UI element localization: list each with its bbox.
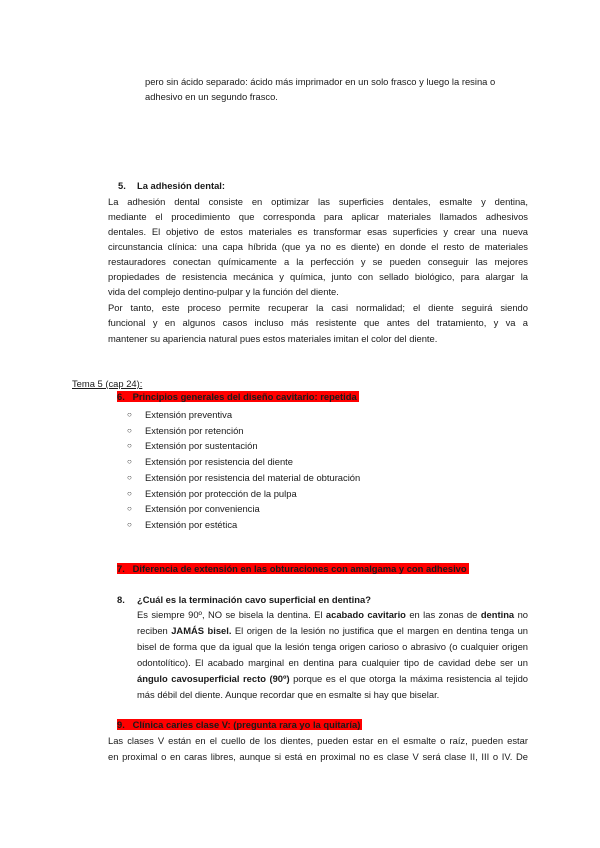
text-run: en las zonas de [405, 609, 481, 620]
section-5-number: 5. [118, 180, 126, 191]
section-6-title: Principios generales del diseño cavitario: repetida [132, 391, 357, 402]
list-item: Extensión por resistencia del material de obturación [145, 472, 361, 483]
section-8-line-2 [137, 625, 528, 636]
section-5-title: La adhesión dental: [137, 180, 226, 191]
section-8-line-5 [137, 673, 528, 684]
intro-line-1: pero sin ácido separado: ácido más imprimador en un solo frasco y luego la resina o [145, 76, 496, 87]
section-9-title: Clínica caries clase V: (pregunta rara yo la quitaría) [132, 719, 361, 730]
section-7-heading [117, 563, 469, 574]
list-bullet: ○ [127, 426, 132, 435]
section-5-p1-line-6: propiedades de resistencia mecánica y química, junto con sellado biológico, para alargar la [108, 271, 528, 282]
text-run: no [514, 609, 528, 620]
list-bullet: ○ [127, 457, 132, 466]
section-5-p2-line-3: mantener su apariencia natural pues estos materiales imitan el color del diente. [108, 333, 438, 344]
section-5-p1-line-3: dentales. El objetivo de estos materiales es transformar esas superficies y crear una nueva [108, 226, 528, 237]
section-5-p2-line-1: Por tanto, este proceso permite recuperar la casi normalidad; el diente seguirá siendo [108, 302, 528, 313]
section-9-line-1: Las clases V están en el cuello de los dientes, pueden estar en el esmalte o raíz, pueden estar [108, 735, 528, 746]
text-run: porque es el que otorga la máxima resistencia al tejido [289, 673, 528, 684]
section-5-p2-line-2: funcional y en algunos casos incluso más resistente que antes del tratamiento, y va a [108, 317, 528, 328]
section-5-p1-line-1: La adhesión dental consiste en optimizar las superficies dentales, esmalte y dentina, [108, 196, 528, 207]
text-run: El origen de la lesión no justifica que el margen en dentina tenga un [231, 625, 529, 636]
text-run: Es siempre 90º, NO se bisela la dentina. El [137, 609, 326, 620]
list-bullet: ○ [127, 473, 132, 482]
section-8-number: 8. [117, 594, 125, 605]
section-9-heading [117, 719, 362, 730]
section-6-number: 6. [117, 391, 125, 402]
section-8-line-6: más débil del diente. Aunque recordar que en esmalte si hay que biselar. [137, 689, 440, 700]
bold-run: ángulo cavosuperficial recto (90º) [137, 673, 290, 684]
intro-line-2: adhesivo en un segundo frasco. [145, 91, 278, 102]
section-8-line-1 [137, 609, 528, 620]
list-bullet: ○ [127, 410, 132, 419]
list-bullet: ○ [127, 489, 132, 498]
list-bullet: ○ [127, 504, 132, 513]
list-bullet: ○ [127, 520, 132, 529]
section-5-p1-line-2: mediante el procedimiento que corresponda para aplicar materiales llamados adhesivos [108, 211, 528, 222]
bold-run: dentina [480, 609, 515, 620]
section-8-title: ¿Cuál es la terminación cavo superficial en dentina? [137, 594, 371, 605]
section-5-p1-line-7: vida del complejo dentino-pulpar y la función del diente. [108, 286, 339, 297]
section-8-line-4: odontolítico). El acabado marginal en dentina para cualquier tipo de cavidad debe ser un [137, 657, 528, 668]
list-item: Extensión por estética [145, 519, 238, 530]
section-8-line-3: bisel de forma que da igual que la lesión tenga origen carioso o abrasivo (o cualquier origen [137, 641, 528, 652]
list-item: Extensión por protección de la pulpa [145, 488, 297, 499]
section-5-p1-line-4: circunstancia clínica: una capa híbrida (que ya no es diente) en donde el resto de materiales [108, 241, 528, 252]
list-item: Extensión preventiva [145, 409, 233, 420]
section-9-number: 9. [117, 719, 125, 730]
section-6-heading [117, 391, 359, 402]
bold-run: acabado cavitario [325, 609, 406, 620]
list-item: Extensión por resistencia del diente [145, 456, 294, 467]
list-bullet: ○ [127, 441, 132, 450]
section-7-title: Diferencia de extensión en las obturaciones con amalgama y con adhesivo [132, 563, 467, 574]
list-item: Extensión por conveniencia [145, 503, 260, 514]
list-item: Extensión por sustentación [145, 440, 258, 451]
tema-heading: Tema 5 (cap 24): [72, 378, 143, 389]
section-7-number: 7. [117, 563, 125, 574]
section-9-line-2: en proximal o en caras libres, aunque si está en proximal no es clase V será clase II, III o IV. De [108, 751, 528, 762]
text-run: reciben [137, 625, 172, 636]
bold-run: JAMÁS bisel. [171, 625, 232, 636]
list-item: Extensión por retención [145, 425, 244, 436]
section-5-p1-line-5: restauradores conectan químicamente a la perfección y se pueden conseguir las mejores [108, 256, 528, 267]
